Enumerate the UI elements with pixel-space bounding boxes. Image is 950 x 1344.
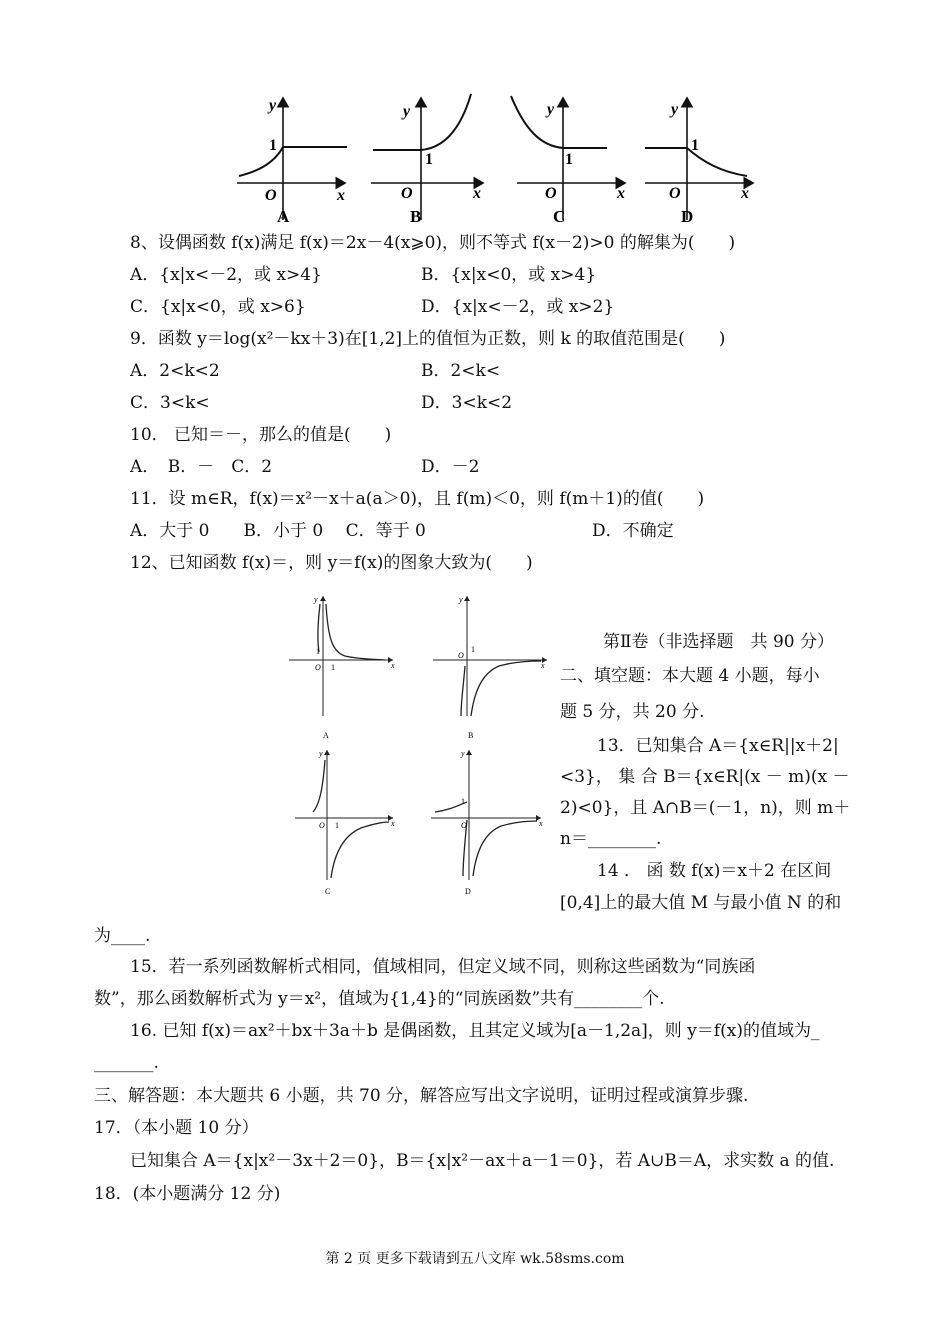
section3-title: 三、解答题：本大题共 6 小题，共 70 分，解答应写出文字说明，证明过程或演算步骤.: [94, 1086, 749, 1106]
q16-line1: 16. 已知 f(x)＝ax²＋bx＋3a＋b 是偶函数，且其定义域为[a－1,2a]，则 y＝f(x)的值域为_: [130, 1021, 820, 1041]
q12-graph-d-origin: O: [461, 821, 467, 830]
q9-option-b: B．2<k<: [421, 361, 501, 381]
section2-title: 第Ⅱ卷（非选择题 共 90 分）: [603, 632, 834, 652]
q12-graph-c-label: C: [325, 887, 331, 896]
top-graph-b-x: x: [473, 185, 481, 202]
q15-line1: 15．若一系列函数解析式相同，值域相同，但定义域不同，则称这些函数为“同族函: [130, 957, 756, 977]
q14-line2: [0,4]上的最大值 M 与最小值 N 的和: [560, 893, 842, 913]
q13-line2: <3}， 集 合 B＝{x∈R|(x － m)(x －: [560, 767, 850, 787]
q12-graph-b-y: y: [459, 595, 463, 604]
top-graph-b-label: B: [410, 207, 422, 226]
top-graph-c-y: y: [547, 101, 555, 118]
q12-graph-a-x: x: [391, 661, 395, 670]
top-graph-c-origin: O: [545, 185, 557, 202]
top-graph-b: [371, 94, 483, 226]
q12-graph-a-label: A: [323, 731, 329, 740]
q12-graph-a-origin: O: [315, 663, 321, 672]
q9-option-a: A．2<k<2: [130, 361, 220, 381]
q10-stem: 10． 已知＝－，那么的值是( ): [130, 425, 392, 445]
q17-body: 已知集合 A＝{x|x²－3x＋2＝0}，B＝{x|x²－ax＋a－1＝0}，若 A∪B＝A，求实数 a 的值.: [130, 1151, 835, 1171]
q12-graph-d-x: x: [539, 819, 543, 828]
top-graph-d-origin: O: [669, 185, 681, 202]
q12-graph-c-y: y: [319, 749, 323, 758]
q11-option-d: D．不确定: [592, 521, 674, 541]
q12-graph-b-label: B: [468, 731, 474, 740]
q12-graph-b-x: x: [541, 661, 545, 670]
q15-line2: 数”，那么函数解析式为 y＝x²，值域为{1,4}的“同族函数”共有________个.: [94, 989, 665, 1009]
q16-line2: _______.: [94, 1053, 159, 1073]
q12-stem: 12、已知函数 f(x)＝，则 y＝f(x)的图象大致为( ): [130, 553, 533, 573]
q12-graph-a-tick: 1: [331, 663, 335, 672]
q12-graph-b-origin: O: [458, 651, 464, 660]
q12-graph-d-y: y: [461, 749, 465, 758]
q12-graph-a: [289, 595, 395, 740]
top-graph-d-y: y: [671, 101, 679, 118]
q12-graph-b-one: 1: [471, 645, 475, 654]
q8-option-a: A．{x|x<－2，或 x>4}: [130, 265, 322, 285]
q12-graph-b: [433, 595, 547, 740]
q11-stem: 11．设 m∈R，f(x)＝x²－x＋a(a＞0)，且 f(m)＜0，则 f(m＋1)的值( ): [130, 489, 705, 509]
top-graphs-figure: [225, 90, 765, 230]
q12-graph-c-tick: 1: [335, 821, 339, 830]
top-graph-a-origin: O: [265, 187, 277, 204]
top-graph-a-label: A: [277, 207, 290, 226]
q12-graph-a-one: 1: [316, 647, 320, 656]
q12-graph-c-x: x: [391, 819, 395, 828]
top-graph-a-one: 1: [269, 137, 277, 154]
q12-graphs-figure: [285, 590, 555, 910]
top-graph-d-one: 1: [691, 137, 699, 154]
q14-line1: 14 ． 函 数 f(x)＝x＋2 在区间: [597, 861, 832, 881]
q13-line1: 13．已知集合 A＝{x∈R||x＋2|: [597, 736, 839, 756]
top-graph-a-y: y: [269, 97, 277, 114]
q17-head: 17．（本小题 10 分）: [94, 1118, 259, 1138]
q10-options-abc: A． B．－ C．2: [130, 457, 273, 477]
q9-option-c: C．3<k<: [130, 393, 210, 413]
section2-line1: 二、填空题：本大题 4 小题，每小: [560, 666, 820, 686]
q8-option-c: C．{x|x<0，或 x>6}: [130, 297, 306, 317]
q10-option-d: D．－2: [421, 457, 480, 477]
top-graph-a-x: x: [337, 187, 345, 204]
q9-stem: 9．函数 y＝log(x²－kx＋3)在[1,2]上的值恒为正数，则 k 的取值范围是( ): [130, 329, 726, 349]
q14-line3: 为____.: [94, 926, 151, 946]
q9-option-d: D．3<k<2: [421, 393, 513, 413]
top-graph-a: [237, 97, 347, 226]
top-graph-d-x: x: [741, 185, 749, 202]
q8-option-b: B．{x|x<0，或 x>4}: [421, 265, 597, 285]
top-graph-c-one: 1: [565, 151, 573, 168]
top-graph-b-one: 1: [425, 151, 433, 168]
top-graph-d-label: D: [681, 207, 694, 226]
q13-line4: n＝________.: [560, 829, 662, 849]
top-graph-d: [645, 98, 753, 226]
q13-line3: 2)<0}，且 A∩B＝(－1，n)，则 m＋: [560, 798, 851, 818]
top-graph-b-y: y: [403, 103, 411, 120]
top-graph-c-x: x: [617, 185, 625, 202]
top-graph-b-origin: O: [401, 185, 413, 202]
q8-stem: 8、设偶函数 f(x)满足 f(x)＝2x－4(x⩾0)，则不等式 f(x－2)>0 的解集为( ): [130, 233, 736, 253]
top-graph-c: [511, 96, 625, 226]
q18-head: 18．(本小题满分 12 分): [94, 1184, 281, 1204]
q11-options-abc: A．大于 0 B．小于 0 C．等于 0: [130, 521, 426, 541]
q12-graph-c: [295, 749, 395, 896]
section2-line2: 题 5 分，共 20 分.: [560, 702, 705, 722]
q12-graph-d-one: 1: [461, 797, 465, 806]
q12-graph-d-label: D: [465, 887, 471, 896]
q12-graph-c-origin: O: [319, 821, 325, 830]
page-footer: 第 2 页 更多下载请到五八文库 wk.58sms.com: [325, 1251, 625, 1267]
q12-graph-a-y: y: [314, 595, 318, 604]
q12-graph-d: [431, 749, 543, 896]
q8-option-d: D．{x|x<－2，或 x>2}: [421, 297, 615, 317]
top-graph-c-label: C: [553, 207, 566, 226]
